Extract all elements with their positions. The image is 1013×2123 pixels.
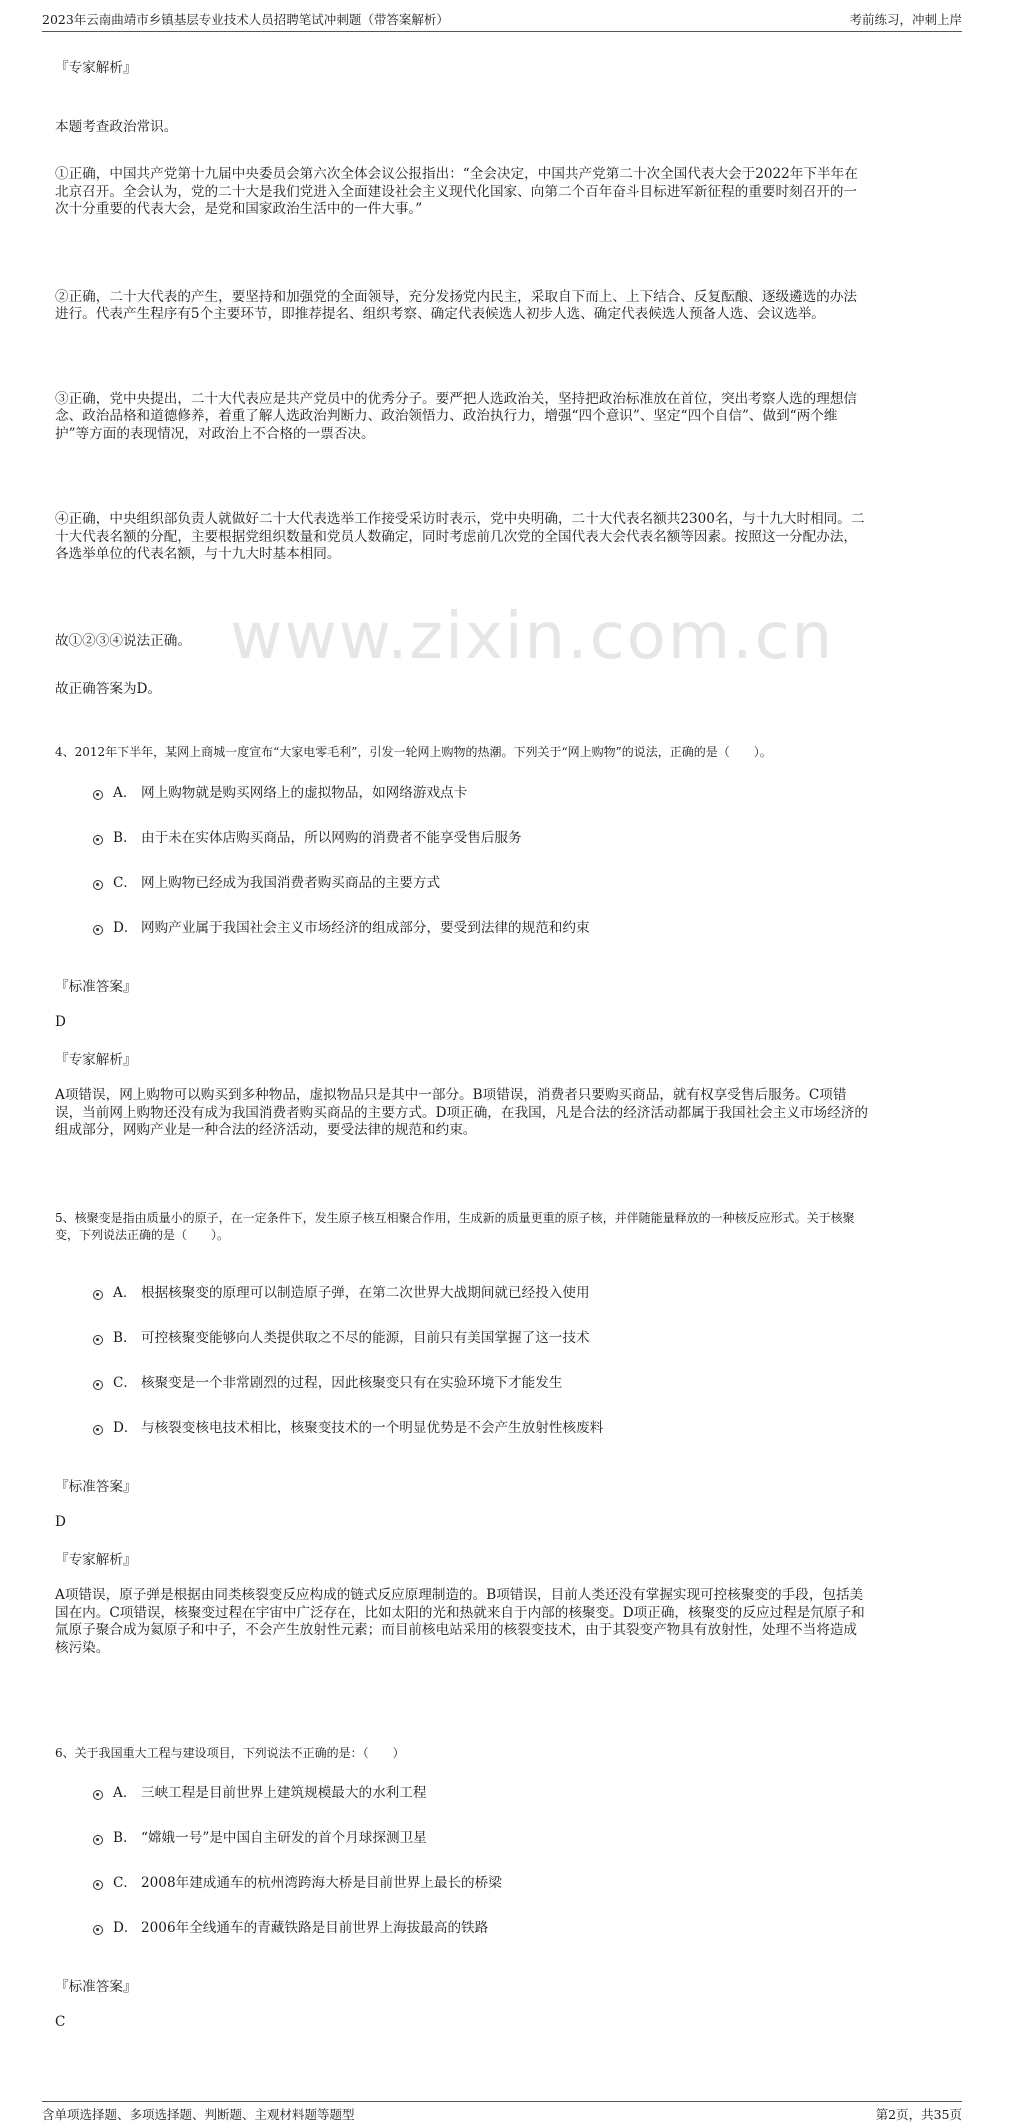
footer-note: 含单项选择题、多项选择题、判断题、主观材料题等题型 [42, 2107, 355, 2122]
question-5-answer-label: 『标准答案』 [55, 1478, 137, 1495]
header-slogan: 考前练习，冲刺上岸 [849, 12, 962, 27]
radio-icon[interactable] [93, 835, 103, 845]
question-4-analysis: A项错误，网上购物可以购买到多种物品，虚拟物品只是其中一部分。B项错误，消费者只要购买商品，就有权享受售后服务。C项错误，当前网上购物还没有成为我国消费者购买商品的主要方式。D项正确，在我国，凡是合法的经济活动都属于我国社会主义市场经济的组成部分，网购产业是一种合法的经济活动，要受法律的规范和约束。 [55, 1087, 868, 1138]
radio-icon[interactable] [93, 1880, 103, 1890]
page-header [42, 10, 962, 32]
page-number: 第2页，共35页 [875, 2107, 962, 2122]
top-analysis-label: 『专家解析』 [55, 60, 137, 76]
radio-icon[interactable] [93, 1925, 103, 1935]
question-6-option-b[interactable]: B. “嫦娥一号”是中国自主研发的首个月球探测卫星 [93, 1829, 1013, 1847]
radio-icon[interactable] [93, 925, 103, 935]
question-6-answer-label: 『标准答案』 [55, 1979, 137, 1995]
question-5-analysis: A项错误，原子弹是根据由同类核裂变反应构成的链式反应原理制造的。B项错误，目前人类还没有掌握实现可控核聚变的手段，包括美国在内。C项错误，核聚变过程在宇宙中广泛存在，比如太阳的光和热就来自于内部的核聚变。D项正确，核聚变的反应过程是氘原子和氚原子聚合成为氦原子和中子，不会产生放射性元素；而目前核电站采用的核裂变技术，由于其裂变产物具有放射性，处理不当将造成核污染。 [55, 1587, 865, 1656]
question-6-stem: 6、关于我国重大工程与建设项目，下列说法不正确的是：（ ） [55, 1746, 405, 1760]
top-analysis-para-3: ③正确，党中央提出，二十大代表应是共产党员中的优秀分子。要严把人选政治关，坚持把政治标准放在首位，突出考察人选的理想信念、政治品格和道德修养，着重了解人选政治判断力、政治领悟力、政治执行力，增强“四个意识”、坚定“四个自信”、做到“两个维护”等方面的表现情况，对政治上不合格的一票否决。 [55, 390, 858, 442]
top-analysis-para-2: ②正确，二十大代表的产生，要坚持和加强党的全面领导，充分发扬党内民主，采取自下而上、上下结合、反复酝酿、逐级遴选的办法进行。代表产生程序有5个主要环节，即推荐提名、组织考察、确定代表候选人初步人选、确定代表候选人预备人选、会议选举。 [55, 288, 858, 322]
question-4-option-a[interactable]: A． 网上购物就是购买网络上的虚拟物品，如网络游戏点卡 [93, 784, 1013, 802]
question-5-answer: D [55, 1514, 66, 1530]
question-6-option-a[interactable]: A． 三峡工程是目前世界上建筑规模最大的水利工程 [93, 1784, 1013, 1802]
radio-icon[interactable] [93, 790, 103, 800]
question-6-option-d[interactable]: D． 2006年全线通车的青藏铁路是目前世界上海拔最高的铁路 [93, 1919, 1013, 1937]
top-analysis-conclusion: 故正确答案为D。 [55, 681, 162, 697]
question-4-answer-label: 『标准答案』 [55, 978, 137, 995]
question-4-stem: 4、2012年下半年，某网上商城一度宣布“大家电零毛利”，引发一轮网上购物的热潮。下列关于“网上购物”的说法，正确的是（ ）。 [55, 744, 772, 759]
radio-icon[interactable] [93, 1425, 103, 1435]
radio-icon[interactable] [93, 1380, 103, 1390]
question-4-option-d[interactable]: D． 网购产业属于我国社会主义市场经济的组成部分，要受到法律的规范和约束 [93, 919, 1013, 937]
question-4-answer: D [55, 1014, 66, 1030]
question-5-stem: 5、核聚变是指由质量小的原子，在一定条件下，发生原子核互相聚合作用，生成新的质量更重的原子核，并伴随能量释放的一种核反应形式。关于核聚变，下列说法正确的是（ ）。 [55, 1210, 855, 1242]
question-5-option-b[interactable]: B. 可控核聚变能够向人类提供取之不尽的能源，目前只有美国掌握了这一技术 [93, 1329, 1013, 1347]
top-analysis-para-1: ①正确，中国共产党第十九届中央委员会第六次全体会议公报指出：“全会决定，中国共产党第二十次全国代表大会于2022年下半年在北京召开。全会认为，党的二十大是我们党进入全面建设社会主义现代化国家、向第二个百年奋斗目标进军新征程的重要时刻召开的一次十分重要的代表大会，是党和国家政治生活中的一件大事。” [55, 166, 858, 217]
top-analysis-para-5: 故①②③④说法正确。 [55, 632, 191, 649]
question-4-analysis-label: 『专家解析』 [55, 1051, 137, 1068]
radio-icon[interactable] [93, 880, 103, 890]
page-footer [42, 2101, 962, 2123]
header-title: 2023年云南曲靖市乡镇基层专业技术人员招聘笔试冲刺题（带答案解析） [42, 12, 449, 27]
question-5-option-d[interactable]: D． 与核裂变核电技术相比，核聚变技术的一个明显优势是不会产生放射性核废料 [93, 1419, 1013, 1437]
question-6-option-c[interactable]: C． 2008年建成通车的杭州湾跨海大桥是目前世界上最长的桥梁 [93, 1874, 1013, 1892]
question-4-option-c[interactable]: C． 网上购物已经成为我国消费者购买商品的主要方式 [93, 874, 1013, 892]
top-analysis-intro: 本题考查政治常识。 [55, 118, 178, 135]
top-analysis-para-4: ④正确，中央组织部负责人就做好二十大代表选举工作接受采访时表示，党中央明确，二十大代表名额共2300名，与十九大时相同。二十大代表名额的分配，主要根据党组织数量和党员人数确定，同时考虑前几次党的全国代表大会代表名额等因素。按照这一分配办法，各选举单位的代表名额，与十九大时基本相同。 [55, 511, 865, 562]
watermark: www.zixin.com.cn [230, 600, 835, 674]
question-5-option-c[interactable]: C． 核聚变是一个非常剧烈的过程，因此核聚变只有在实验环境下才能发生 [93, 1374, 1013, 1392]
radio-icon[interactable] [93, 1335, 103, 1345]
radio-icon[interactable] [93, 1290, 103, 1300]
question-5-option-a[interactable]: A． 根据核聚变的原理可以制造原子弹，在第二次世界大战期间就已经投入使用 [93, 1284, 1013, 1302]
question-4-option-b[interactable]: B. 由于未在实体店购买商品，所以网购的消费者不能享受售后服务 [93, 829, 1013, 847]
radio-icon[interactable] [93, 1790, 103, 1800]
question-6-answer: C [55, 2013, 66, 2030]
question-5-analysis-label: 『专家解析』 [55, 1551, 137, 1568]
radio-icon[interactable] [93, 1835, 103, 1845]
